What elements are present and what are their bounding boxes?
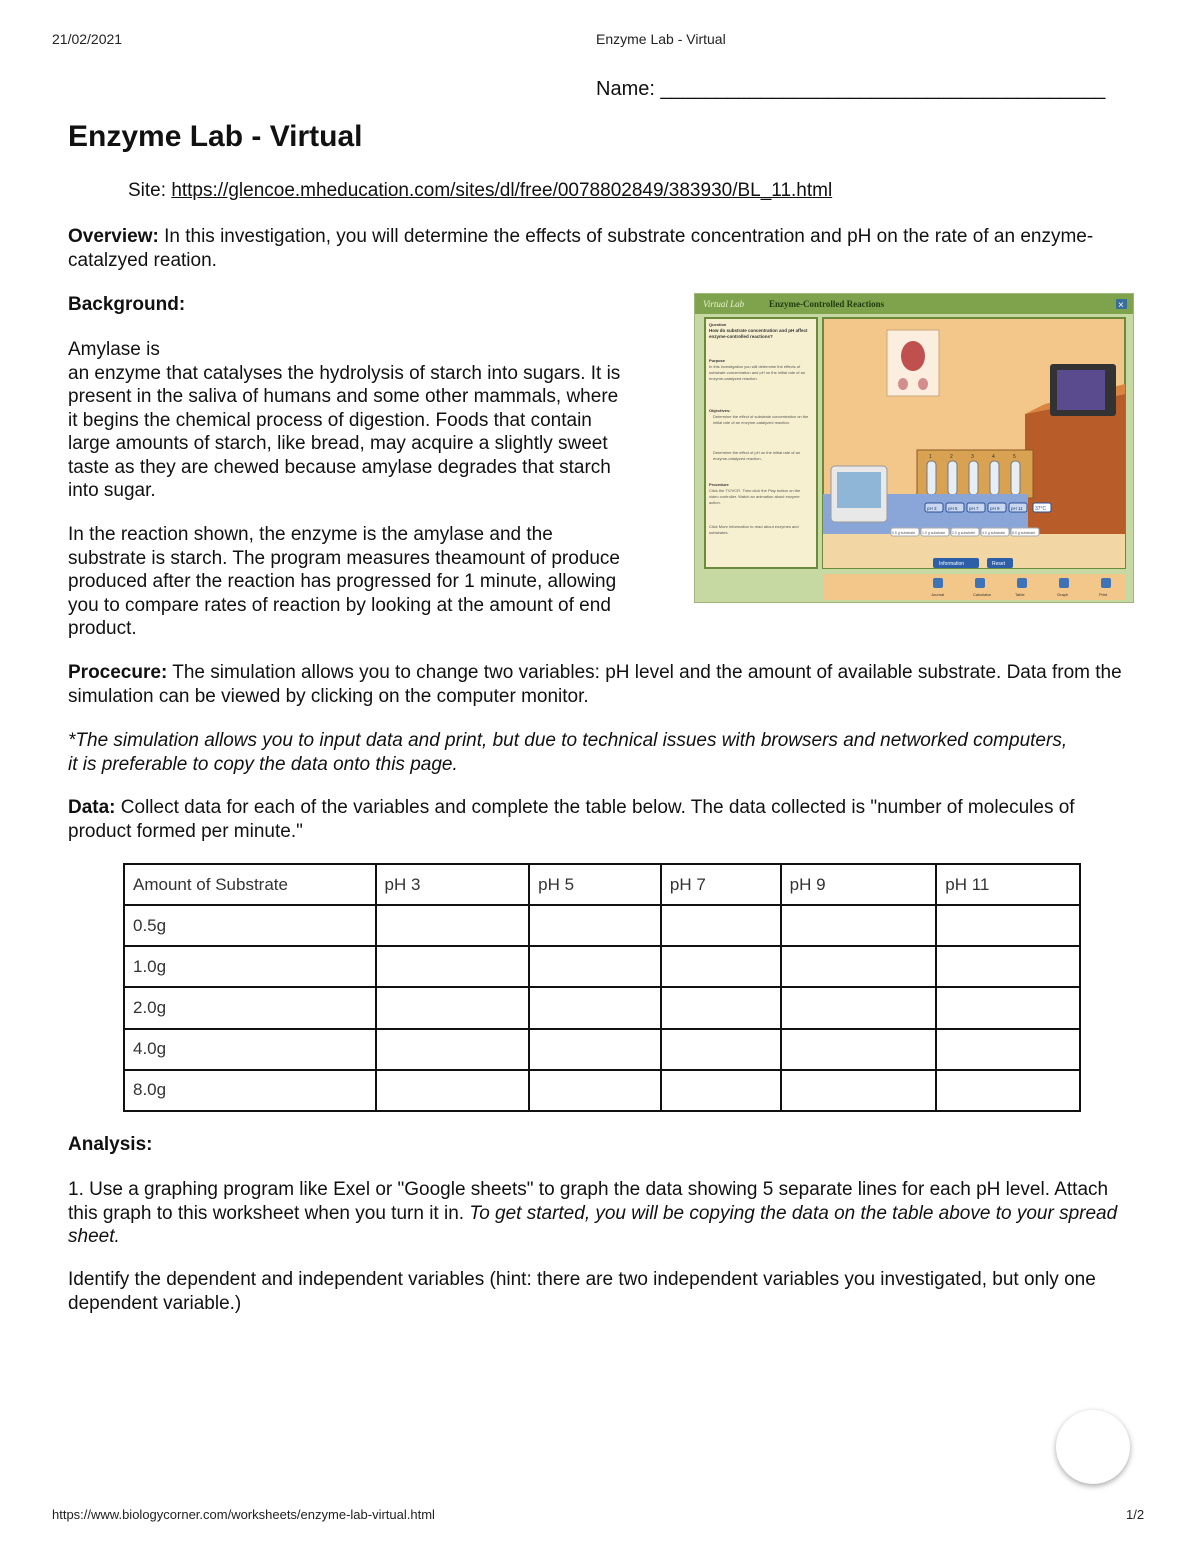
page-number: 1/2 [1126, 1507, 1145, 1522]
data-table [123, 863, 1081, 1112]
journal-icon[interactable] [933, 578, 943, 588]
toolbar-label: Calculator [973, 592, 992, 597]
overview-text: In this investigation, you will determine the effects of substrate concentration and pH on the rate of an enzyme-catalzyed reation. [68, 226, 1094, 271]
text-line: Amylase is [68, 339, 160, 360]
footer-url: https://www.biologycorner.com/worksheets/enzyme-lab-virtual.html [52, 1507, 435, 1522]
substrate-label: 8.0 g substrate [1012, 531, 1036, 535]
ph-button-label: pH 5 [948, 506, 958, 511]
data-label: Data: [68, 797, 116, 818]
q2-text: Identify the dependent and independent variables (hint: there are two independent variables you investigated, but only one dependent variable.) [68, 1269, 1096, 1314]
test-tube[interactable] [990, 461, 999, 495]
data-entry-cell[interactable] [376, 905, 530, 946]
ph-button-label: pH 9 [990, 506, 1000, 511]
table-row [124, 1070, 1080, 1111]
text-line: product. [68, 618, 137, 639]
heart-icon [901, 341, 925, 371]
data-entry-cell[interactable] [661, 905, 781, 946]
substrate-label: 4.0 g substrate [982, 531, 1006, 535]
substrate-label: 2.0 g substrate [952, 531, 976, 535]
procedure-paragraph [68, 661, 1128, 708]
table-row [124, 946, 1080, 987]
table-row [124, 987, 1080, 1028]
text-line: it begins the chemical process of digestion. Foods that contain [68, 409, 592, 431]
table-icon[interactable] [1017, 578, 1027, 588]
toolbar-label: Graph [1057, 592, 1069, 597]
sim-information-label: Information [939, 561, 965, 567]
data-entry-cell[interactable] [661, 1029, 781, 1070]
data-entry-cell[interactable] [661, 987, 781, 1028]
graph-icon[interactable] [1059, 578, 1069, 588]
data-entry-cell[interactable] [529, 1029, 661, 1070]
substrate-amount-cell: 2.0g [124, 987, 376, 1028]
computer-screen [837, 472, 881, 508]
table-header-cell: pH 11 [936, 864, 1080, 905]
sim-temp: 37°C [1035, 506, 1047, 512]
tube-number: 4 [992, 454, 995, 460]
name-field[interactable] [596, 78, 1105, 101]
toolbar-label: Table [1015, 592, 1025, 597]
data-entry-cell[interactable] [529, 905, 661, 946]
table-header-cell: Amount of Substrate [124, 864, 376, 905]
sim-procedure-heading: Procedure [709, 482, 729, 487]
sim-objectives-heading: Objectives: [709, 408, 731, 413]
sim-objective-1: Determine the effect of substrate concentration on the initial rate of an enzyme-catalyzed reaction. [713, 414, 809, 425]
background-heading [68, 293, 185, 317]
analysis-label: Analysis: [68, 1134, 153, 1155]
table-header-cell: pH 5 [529, 864, 661, 905]
overview-paragraph [68, 225, 1128, 272]
data-entry-cell[interactable] [936, 946, 1080, 987]
overview-label: Overview: [68, 226, 159, 247]
q1-text: 1. Use a graphing program like Exel or "Google sheets" to graph the data showing 5 separate lines for each pH level. Attach this graph to this worksheet when you turn it in. [68, 1179, 1109, 1224]
table-header-cell: pH 3 [376, 864, 530, 905]
text-line: an enzyme that catalyses the hydrolysis of starch into sugars. It is [68, 362, 621, 384]
data-entry-cell[interactable] [661, 946, 781, 987]
background-label: Background: [68, 294, 186, 315]
substrate-amount-cell: 8.0g [124, 1070, 376, 1111]
tube-number: 2 [950, 454, 953, 460]
tv-screen [1057, 370, 1105, 410]
data-entry-cell[interactable] [376, 1070, 530, 1111]
data-entry-cell[interactable] [376, 1029, 530, 1070]
analysis-heading [68, 1133, 152, 1157]
calculator-icon[interactable] [975, 578, 985, 588]
simulation-svg [695, 294, 1133, 602]
q1-italic: To get started, you will be copying the data on the table above to your spread sheet. [68, 1202, 1118, 1247]
sim-reset-label: Reset [992, 561, 1006, 567]
print-icon[interactable] [1101, 578, 1111, 588]
note-paragraph [68, 729, 1078, 776]
text-line: you to compare rates of reaction by looking at the amount of end [68, 594, 611, 616]
data-paragraph [68, 796, 1078, 843]
text-line: In the reaction shown, the enzyme is the amylase and the [68, 524, 553, 545]
data-entry-cell[interactable] [376, 987, 530, 1028]
substrate-label: 1.0 g substrate [922, 531, 946, 535]
print-date: 21/02/2021 [52, 31, 123, 47]
ph-button-label: pH 11 [1011, 506, 1023, 511]
table-row [124, 905, 1080, 946]
background-paragraph-2 [68, 523, 688, 641]
page-title: Enzyme Lab - Virtual [68, 120, 363, 153]
substrate-amount-cell: 4.0g [124, 1029, 376, 1070]
site-label: Site: [128, 180, 167, 201]
note-text: *The simulation allows you to input data and print, but due to technical issues with browsers and networked computers, it is preferable to copy the data onto this page. [68, 730, 1068, 775]
text-line: produced after the reaction has progressed for 1 minute, allowing [68, 571, 617, 592]
tube-number: 1 [929, 454, 932, 460]
data-entry-cell[interactable] [781, 987, 937, 1028]
ph-button-label: pH 3 [927, 506, 937, 511]
analysis-question-1 [68, 1178, 1128, 1249]
table-row [124, 1029, 1080, 1070]
name-label: Name: [596, 78, 655, 100]
test-tube[interactable] [969, 461, 978, 495]
test-tube[interactable] [927, 461, 936, 495]
data-entry-cell[interactable] [781, 946, 937, 987]
sim-question: How do substrate concentration and pH affect enzyme-controlled reactions? [709, 328, 808, 339]
data-entry-cell[interactable] [781, 1070, 937, 1111]
tube-number: 3 [971, 454, 974, 460]
site-line [128, 180, 832, 202]
data-text: Collect data for each of the variables and complete the table below. The data collected is "number of molecules of product formed per minute." [68, 797, 1075, 842]
site-link[interactable]: https://glencoe.mheducation.com/sites/dl/free/0078802849/383930/BL_11.html [171, 180, 833, 201]
sim-purpose: In this investigation you will determine the effects of substrate concentration and pH on the initial rate of an enzyme-catalyzed reaction. [709, 364, 806, 381]
background-paragraph-1 [68, 338, 688, 503]
substrate-label: 0.5 g substrate [892, 531, 916, 535]
analysis-question-2 [68, 1268, 1128, 1315]
table-header-cell: pH 7 [661, 864, 781, 905]
simulation-screenshot [694, 293, 1134, 603]
data-entry-cell[interactable] [936, 905, 1080, 946]
substrate-amount-cell: 0.5g [124, 905, 376, 946]
data-entry-cell[interactable] [781, 905, 937, 946]
sim-more-info: Click More Information to read about enzymes and substrates. [709, 524, 799, 535]
table-header-cell: pH 9 [781, 864, 937, 905]
sim-title-bar [695, 294, 1133, 314]
toolbar-label: Print [1099, 592, 1108, 597]
floating-action-button[interactable] [1056, 1410, 1130, 1484]
table-header-row [124, 864, 1080, 905]
sim-objective-2: Determine the effect of pH on the initial rate of an enzyme-catalyzed reaction. [713, 450, 801, 461]
sim-window-title: Enzyme-Controlled Reactions [769, 299, 885, 309]
test-tube[interactable] [948, 461, 957, 495]
sim-question-heading: Question [709, 322, 727, 327]
name-blank: ________________________________________ [660, 78, 1106, 100]
data-entry-cell[interactable] [936, 1070, 1080, 1111]
tube-number: 5 [1013, 454, 1016, 460]
sim-purpose-heading: Purpose [709, 358, 726, 363]
data-entry-cell[interactable] [376, 946, 530, 987]
procedure-text: The simulation allows you to change two variables: pH level and the amount of available substrate. Data from the simulation can be viewed by clicking on the computer monitor. [68, 662, 1122, 707]
data-entry-cell[interactable] [529, 987, 661, 1028]
data-entry-cell[interactable] [661, 1070, 781, 1111]
print-header-title: Enzyme Lab - Virtual [596, 31, 726, 47]
procedure-label: Procecure: [68, 662, 168, 683]
text-line: into sugar. [68, 480, 156, 501]
text-line: present in the saliva of humans and some other mammals, where [68, 386, 619, 407]
data-entry-cell[interactable] [529, 946, 661, 987]
text-line: large amounts of starch, like bread, may acquire a slightly sweet [68, 433, 608, 454]
ph-button-label: pH 7 [969, 506, 979, 511]
data-entry-cell[interactable] [936, 987, 1080, 1028]
sim-procedure: Click the TV/VCR. Then click the Play button on the video controller. Watch an animation about enzyme action. [709, 488, 801, 505]
data-entry-cell[interactable] [781, 1029, 937, 1070]
text-line: taste as they are chewed because amylase degrades that starch [68, 456, 611, 478]
toolbar-label: Journal [931, 592, 945, 597]
sim-app-name: Virtual Lab [703, 299, 745, 309]
test-tube[interactable] [1011, 461, 1020, 495]
close-icon: × [1118, 300, 1124, 311]
data-entry-cell[interactable] [936, 1029, 1080, 1070]
data-entry-cell[interactable] [529, 1070, 661, 1111]
text-line: substrate is starch. The program measures theamount of produce [68, 547, 620, 569]
substrate-amount-cell: 1.0g [124, 946, 376, 987]
